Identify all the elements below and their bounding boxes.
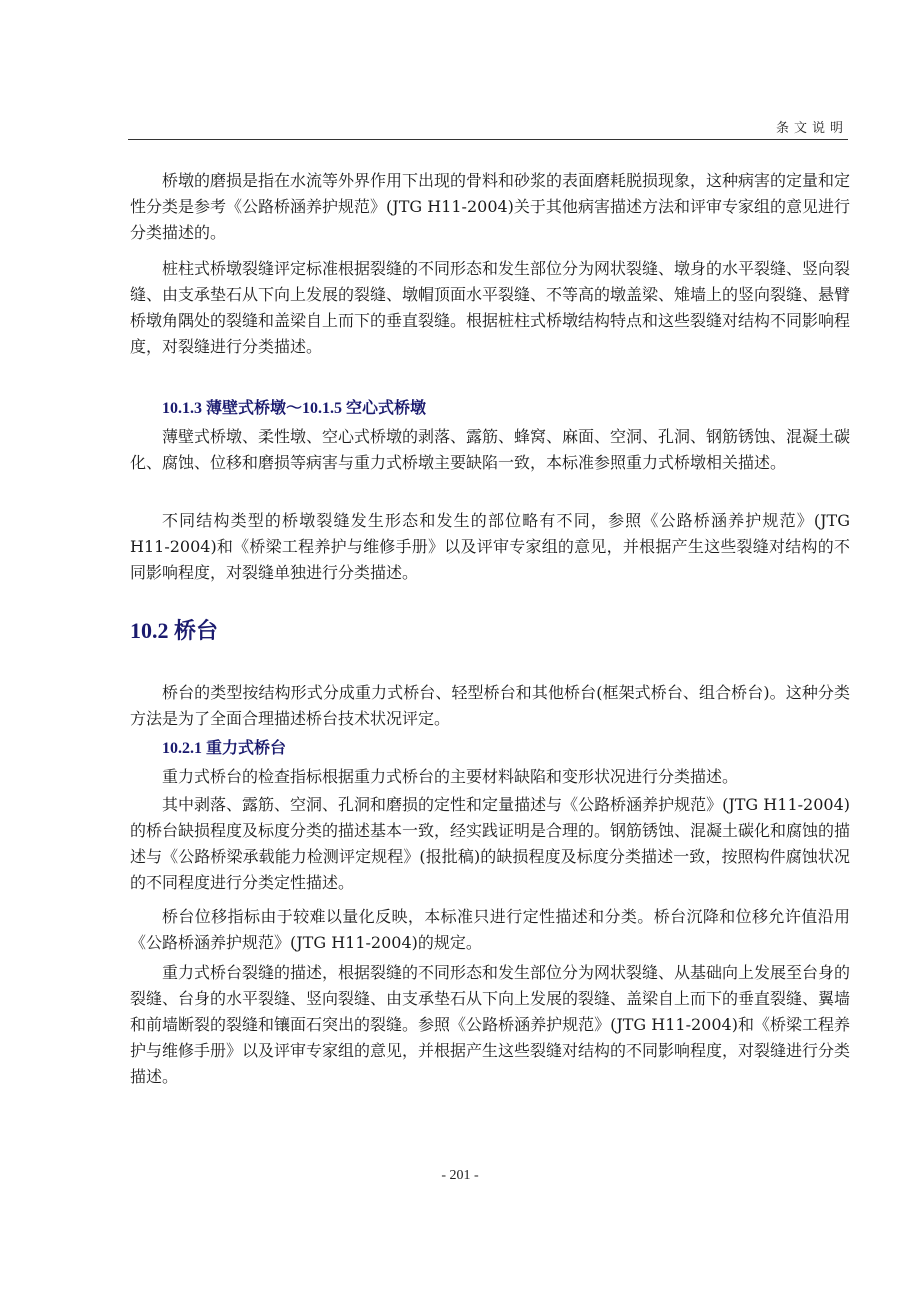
paragraph-gravity-abutment-cracks: 重力式桥台裂缝的描述，根据裂缝的不同形态和发生部位分为网状裂缝、从基础向上发展至台身的裂缝、台身的水平裂缝、竖向裂缝、由支承垫石从下向上发展的裂缝、盖梁自上而下的垂直裂缝、翼墙和前墙断裂的裂缝和镶面石突出的裂缝。参照《公路桥涵养护规范》(JTG H11-2004)和《桥梁工程养护与维修手册》以及评审专家组的意见，并根据产生这些裂缝对结构的不同影响程度，对裂缝进行分类描述。 — [130, 963, 851, 1086]
heading-10-2-1: 10.2.1 重力式桥台 — [162, 740, 287, 757]
paragraph-thin-wall-pier: 薄壁式桥墩、柔性墩、空心式桥墩的剥落、露筋、蜂窝、麻面、空洞、孔洞、钢筋锈蚀、混凝土碳化、腐蚀、位移和磨损等病害与重力式桥墩主要缺陷一致，本标准参照重力式桥墩相关描述。 — [130, 427, 851, 472]
header-rule — [128, 139, 848, 140]
paragraph-gravity-abutment-index: 重力式桥台的检查指标根据重力式桥台的主要材料缺陷和变形状况进行分类描述。 — [162, 767, 739, 786]
paragraph-defect-description: 其中剥落、露筋、空洞、孔洞和磨损的定性和定量描述与《公路桥涵养护规范》(JTG H11-2004)的桥台缺损程度及标度分类的描述基本一致，经实践证明是合理的。钢筋锈蚀、混凝土碳化和腐蚀的描述与《公路桥梁承载能力检测评定规程》(报批稿)的缺损程度及标度分类描述一致，按照构件腐蚀状况的不同程度进行分类定性描述。 — [130, 795, 851, 892]
paragraph-abutment-types: 桥台的类型按结构形式分成重力式桥台、轻型桥台和其他桥台(框架式桥台、组合桥台)。这种分类方法是为了全面合理描述桥台技术状况评定。 — [130, 683, 850, 728]
paragraph-pile-pier-cracks: 桩柱式桥墩裂缝评定标准根据裂缝的不同形态和发生部位分为网状裂缝、墩身的水平裂缝、竖向裂缝、由支承垫石从下向上发展的裂缝、墩帽顶面水平裂缝、不等高的墩盖梁、雉墙上的竖向裂缝、悬臂桥墩角隅处的裂缝和盖梁自上而下的垂直裂缝。根据桩柱式桥墩结构特点和这些裂缝对结构不同影响程度，对裂缝进行分类描述。 — [130, 259, 851, 356]
heading-10-1-3: 10.1.3 薄壁式桥墩～10.1.5 空心式桥墩 — [162, 400, 427, 417]
heading-10-2: 10.2 桥台 — [130, 618, 219, 643]
paragraph-abutment-displacement: 桥台位移指标由于较难以量化反映，本标准只进行定性描述和分类。桥台沉降和位移允许值沿用《公路桥涵养护规范》(JTG H11-2004)的规定。 — [130, 907, 850, 952]
paragraph-pier-abrasion: 桥墩的磨损是指在水流等外界作用下出现的骨料和砂浆的表面磨耗脱损现象，这种病害的定量和定性分类是参考《公路桥涵养护规范》(JTG H11-2004)关于其他病害描述方法和评审专家组的意见进行分类描述的。 — [130, 171, 851, 242]
paragraph-pier-crack-types: 不同结构类型的桥墩裂缝发生形态和发生的部位略有不同，参照《公路桥涵养护规范》(JTG H11-2004)和《桥梁工程养护与维修手册》以及评审专家组的意见，并根据产生这些裂缝对结构的不同影响程度，对裂缝单独进行分类描述。 — [130, 511, 850, 582]
page-number: - 201 - — [441, 1168, 479, 1183]
running-header: 条文说明 — [775, 121, 848, 136]
